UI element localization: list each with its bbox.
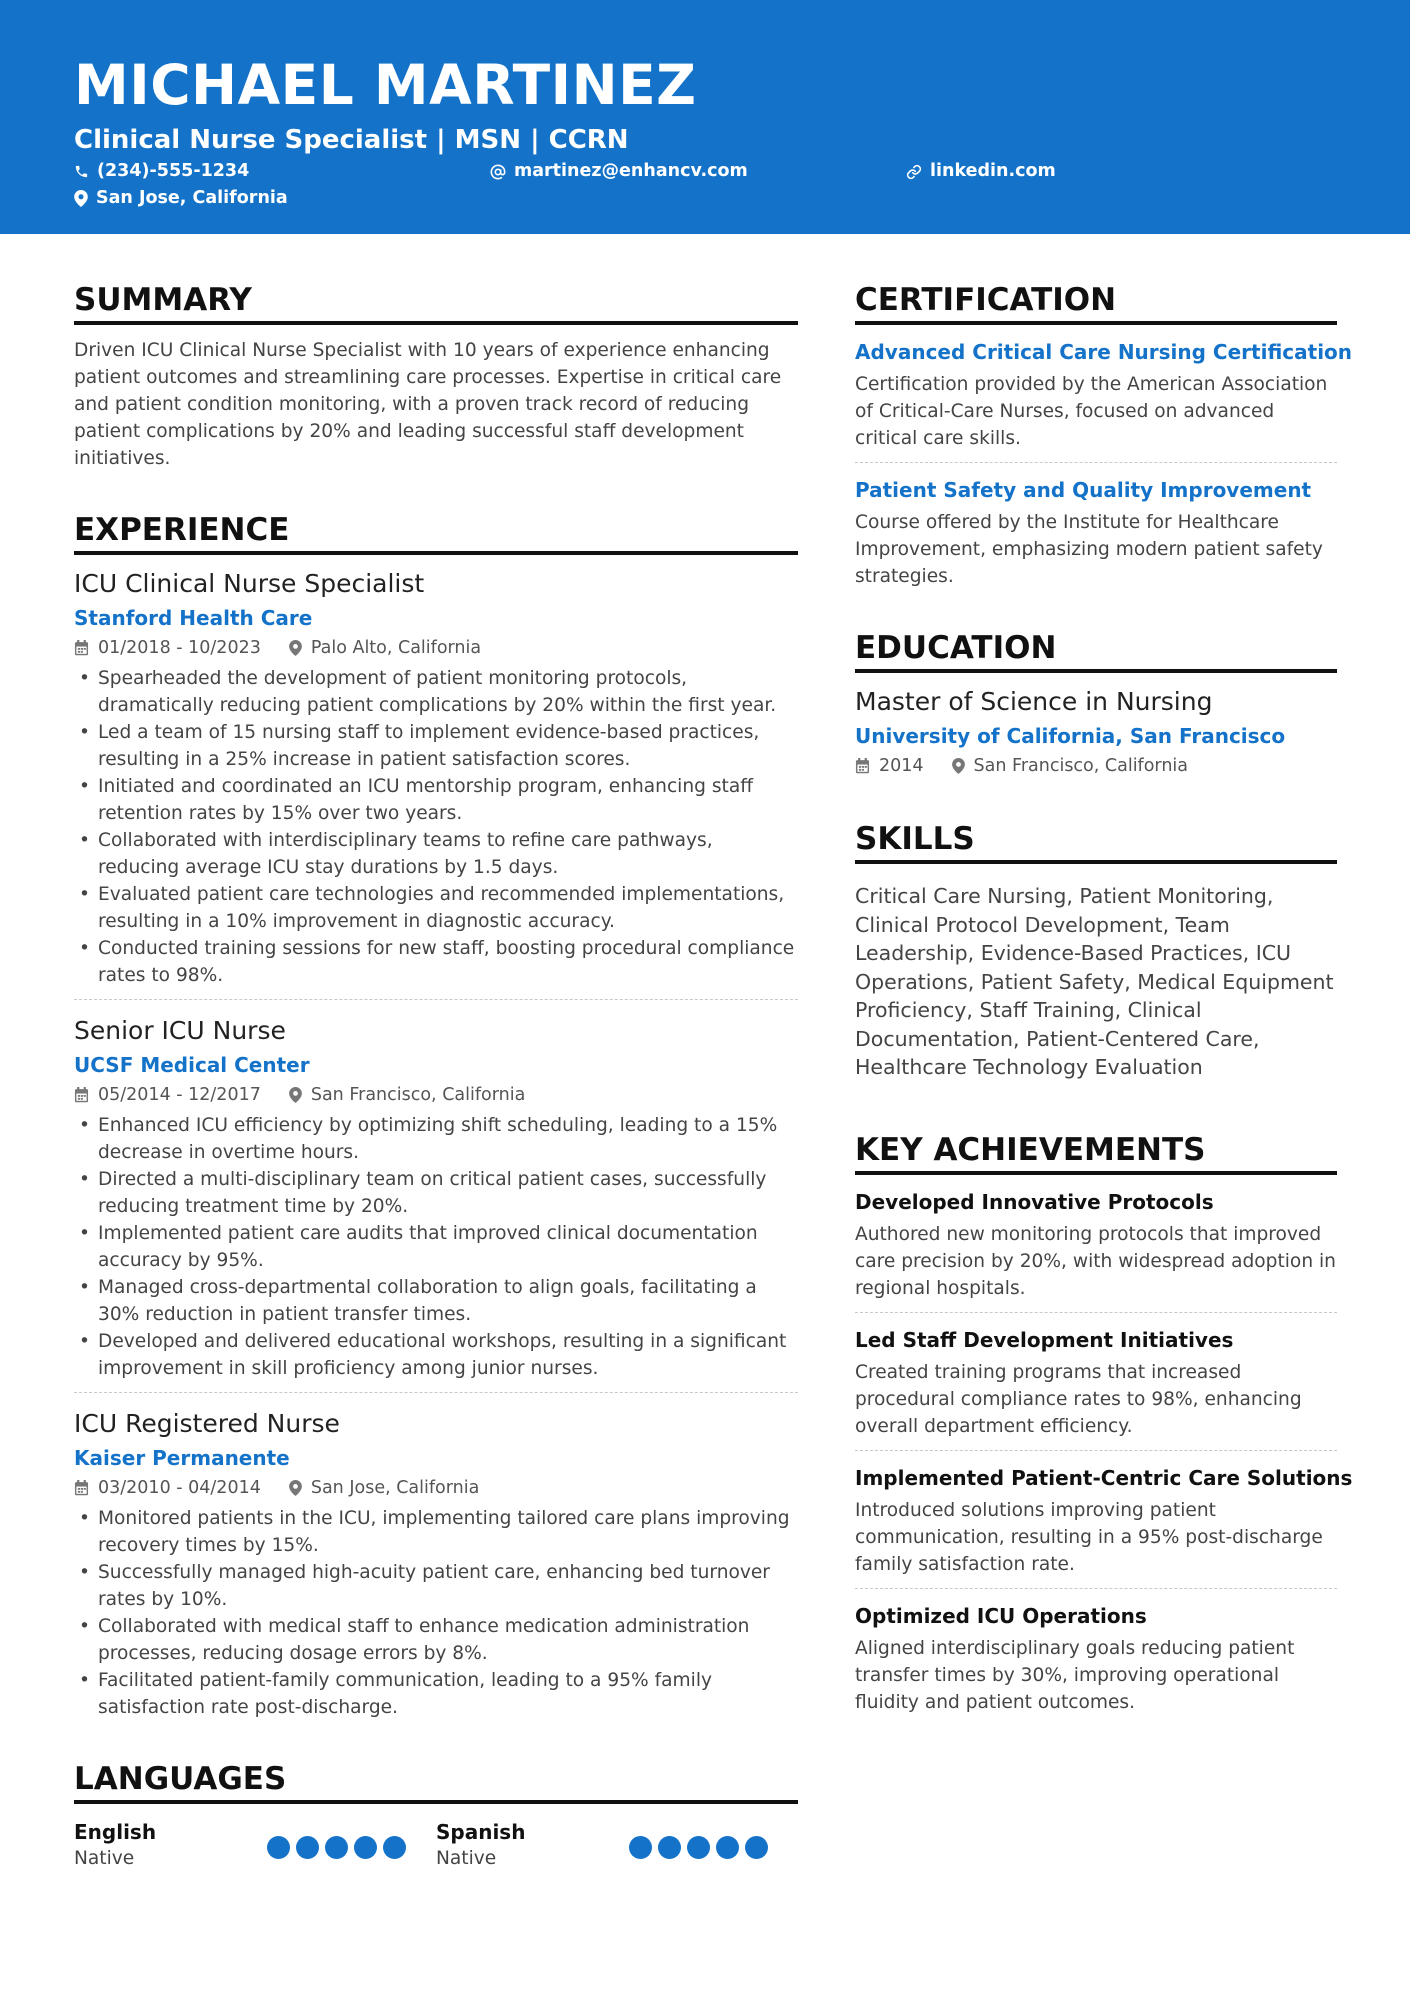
map-pin-icon bbox=[289, 640, 302, 656]
rating-dot bbox=[267, 1836, 290, 1859]
job-dates: 03/2010 - 04/2014 bbox=[98, 1478, 261, 1498]
language-level: Native bbox=[74, 1848, 135, 1869]
language-name: Spanish bbox=[436, 1820, 526, 1844]
experience-section bbox=[74, 512, 798, 1731]
rating-dot bbox=[687, 1836, 710, 1859]
link-icon bbox=[906, 164, 922, 180]
achievement-description: Authored new monitoring protocols that improved care precision by 20%, with widespread adoption in regional hospitals. bbox=[855, 1223, 1336, 1299]
achievement-description: Aligned interdisciplinary goals reducing patient transfer times by 30%, improving operational fluidity and patient outcomes. bbox=[855, 1637, 1295, 1713]
languages-heading: LANGUAGES bbox=[74, 1761, 798, 1804]
language-rating bbox=[629, 1836, 774, 1859]
education-section bbox=[855, 630, 1337, 781]
job-meta bbox=[74, 1080, 798, 1110]
candidate-name: MICHAEL MARTINEZ bbox=[74, 53, 697, 117]
achievement-description: Introduced solutions improving patient communication, resulting in a 95% post-discharge family satisfaction rate. bbox=[855, 1499, 1323, 1575]
achievement-name: Led Staff Development Initiatives bbox=[855, 1327, 1234, 1352]
education-year: 2014 bbox=[879, 756, 924, 776]
email-contact[interactable] bbox=[490, 163, 748, 181]
resume-header bbox=[0, 0, 1410, 234]
languages-section bbox=[74, 1761, 798, 1878]
at-sign-icon bbox=[490, 164, 506, 180]
bullet-item: • Implemented patient care audits that improved clinical documentation accuracy by 95%. bbox=[74, 1220, 798, 1274]
calendar-icon bbox=[74, 640, 89, 656]
job-dates: 05/2014 - 12/2017 bbox=[98, 1085, 261, 1105]
summary-section bbox=[74, 282, 798, 472]
email-text: martinez@enhancv.com bbox=[514, 161, 748, 181]
certification-name: Advanced Critical Care Nursing Certification bbox=[855, 340, 1353, 364]
certification-item bbox=[855, 463, 1337, 600]
certification-heading: CERTIFICATION bbox=[855, 282, 1337, 325]
education-meta bbox=[855, 751, 1337, 781]
map-pin-icon bbox=[289, 1087, 302, 1103]
job-title: ICU Registered Nurse bbox=[74, 1409, 340, 1438]
job-location: San Jose, California bbox=[310, 1478, 480, 1498]
achievements-section bbox=[855, 1131, 1353, 1726]
calendar-icon bbox=[74, 1480, 89, 1496]
education-heading: EDUCATION bbox=[855, 630, 1337, 673]
achievement-item bbox=[855, 1175, 1337, 1313]
certification-description: Course offered by the Institute for Healthcare Improvement, emphasizing modern patient safety strategies. bbox=[855, 512, 1323, 587]
skills-text: Critical Care Nursing, Patient Monitoring, Clinical Protocol Development, Team Leadership, Evidence-Based Practices, ICU Operations, Patient Safety, Medical Equipment Proficiency, Staff Training, Clinical Documentation, Patient-Centered Care, Healthcare Technology Evaluation bbox=[855, 884, 1334, 1079]
job-title: ICU Clinical Nurse Specialist bbox=[74, 569, 425, 598]
school-name: University of California, San Francisco bbox=[855, 724, 1286, 748]
linkedin-text: linkedin.com bbox=[930, 161, 1056, 181]
achievement-item bbox=[855, 1313, 1337, 1451]
skills-section bbox=[855, 821, 1337, 1082]
map-pin-icon bbox=[74, 190, 88, 207]
job-location: San Francisco, California bbox=[310, 1085, 526, 1105]
achievement-item bbox=[855, 1589, 1337, 1726]
bullet-item: • Evaluated patient care technologies and recommended implementations, resulting in a 10% improvement in diagnostic accuracy. bbox=[74, 881, 798, 935]
rating-dot bbox=[745, 1836, 768, 1859]
achievement-name: Implemented Patient-Centric Care Solutions bbox=[855, 1465, 1353, 1490]
language-item bbox=[436, 1818, 798, 1878]
candidate-title: Clinical Nurse Specialist | MSN | CCRN bbox=[74, 125, 629, 155]
achievements-heading: KEY ACHIEVEMENTS bbox=[855, 1132, 1337, 1175]
skills-heading: SKILLS bbox=[855, 821, 1337, 864]
job-entry bbox=[74, 555, 798, 1000]
right-column bbox=[855, 282, 1353, 1726]
language-name: English bbox=[74, 1820, 157, 1844]
bullet-item: • Enhanced ICU efficiency by optimizing shift scheduling, leading to a 15% decrease in overtime hours. bbox=[74, 1112, 798, 1166]
bullet-item: • Developed and delivered educational workshops, resulting in a significant improvement in skill proficiency among junior nurses. bbox=[74, 1328, 798, 1382]
rating-dot bbox=[354, 1836, 377, 1859]
job-bullets bbox=[74, 1505, 798, 1721]
achievement-name: Developed Innovative Protocols bbox=[855, 1189, 1214, 1214]
job-title: Senior ICU Nurse bbox=[74, 1016, 286, 1045]
calendar-icon bbox=[74, 1087, 89, 1103]
job-meta bbox=[74, 633, 798, 663]
job-bullets bbox=[74, 1112, 798, 1382]
bullet-item: • Led a team of 15 nursing staff to implement evidence-based practices, resulting in a 25% increase in patient satisfaction scores. bbox=[74, 719, 798, 773]
rating-dot bbox=[716, 1836, 739, 1859]
job-location: Palo Alto, California bbox=[310, 638, 482, 658]
achievement-description: Created training programs that increased procedural compliance rates to 98%, enhancing overall department efficiency. bbox=[855, 1361, 1302, 1437]
language-level: Native bbox=[436, 1848, 497, 1869]
experience-heading: EXPERIENCE bbox=[74, 512, 798, 555]
company-name: Stanford Health Care bbox=[74, 606, 313, 630]
location-text: San Jose, California bbox=[96, 188, 288, 208]
achievement-name: Optimized ICU Operations bbox=[855, 1603, 1147, 1628]
map-pin-icon bbox=[952, 758, 965, 774]
summary-text: Driven ICU Clinical Nurse Specialist with 10 years of experience enhancing patient outcomes and streamlining care processes. Expertise in critical care and patient condition monitoring, with a proven track record of reducing patient complications by 20% and leading successful staff development initiatives. bbox=[74, 340, 782, 469]
certification-description: Certification provided by the American Association of Critical-Care Nurses, focused on advanced critical care skills. bbox=[855, 374, 1328, 449]
degree-name: Master of Science in Nursing bbox=[855, 687, 1213, 716]
job-meta bbox=[74, 1473, 798, 1503]
bullet-item: • Spearheaded the development of patient monitoring protocols, dramatically reducing patient complications by 20% within the first year. bbox=[74, 665, 798, 719]
rating-dot bbox=[325, 1836, 348, 1859]
left-column bbox=[74, 282, 798, 1878]
calendar-icon bbox=[855, 758, 870, 774]
language-item bbox=[74, 1818, 436, 1878]
bullet-item: • Initiated and coordinated an ICU mentorship program, enhancing staff retention rates by 15% over two years. bbox=[74, 773, 798, 827]
location-contact bbox=[74, 190, 288, 208]
bullet-item: • Directed a multi-disciplinary team on critical patient cases, successfully reducing treatment time by 20%. bbox=[74, 1166, 798, 1220]
bullet-item: • Collaborated with interdisciplinary teams to refine care pathways, reducing average ICU stay durations by 1.5 days. bbox=[74, 827, 798, 881]
company-name: UCSF Medical Center bbox=[74, 1053, 310, 1077]
achievement-item bbox=[855, 1451, 1353, 1589]
bullet-item: • Successfully managed high-acuity patient care, enhancing bed turnover rates by 10%. bbox=[74, 1559, 798, 1613]
bullet-item: • Managed cross-departmental collaboration to align goals, facilitating a 30% reduction in patient transfer times. bbox=[74, 1274, 798, 1328]
phone-text: (234)-555-1234 bbox=[97, 161, 250, 181]
job-bullets bbox=[74, 665, 798, 989]
rating-dot bbox=[383, 1836, 406, 1859]
bullet-item: • Conducted training sessions for new staff, boosting procedural compliance rates to 98%. bbox=[74, 935, 798, 989]
certification-section bbox=[855, 282, 1353, 600]
company-name: Kaiser Permanente bbox=[74, 1446, 290, 1470]
language-rating bbox=[267, 1836, 412, 1859]
summary-heading: SUMMARY bbox=[74, 282, 798, 325]
education-location: San Francisco, California bbox=[973, 756, 1188, 776]
map-pin-icon bbox=[289, 1480, 302, 1496]
rating-dot bbox=[629, 1836, 652, 1859]
bullet-item: • Facilitated patient-family communication, leading to a 95% family satisfaction rate post-discharge. bbox=[74, 1667, 798, 1721]
certification-name: Patient Safety and Quality Improvement bbox=[855, 478, 1312, 502]
rating-dot bbox=[296, 1836, 319, 1859]
phone-contact[interactable] bbox=[74, 163, 249, 181]
bullet-item: • Monitored patients in the ICU, implementing tailored care plans improving recovery times by 15%. bbox=[74, 1505, 798, 1559]
phone-icon bbox=[74, 164, 89, 179]
bullet-item: • Collaborated with medical staff to enhance medication administration processes, reducing dosage errors by 8%. bbox=[74, 1613, 798, 1667]
job-entry bbox=[74, 1000, 798, 1393]
certification-item bbox=[855, 325, 1353, 463]
rating-dot bbox=[658, 1836, 681, 1859]
linkedin-contact[interactable] bbox=[906, 163, 1056, 181]
job-entry bbox=[74, 1393, 798, 1731]
job-dates: 01/2018 - 10/2023 bbox=[98, 638, 261, 658]
